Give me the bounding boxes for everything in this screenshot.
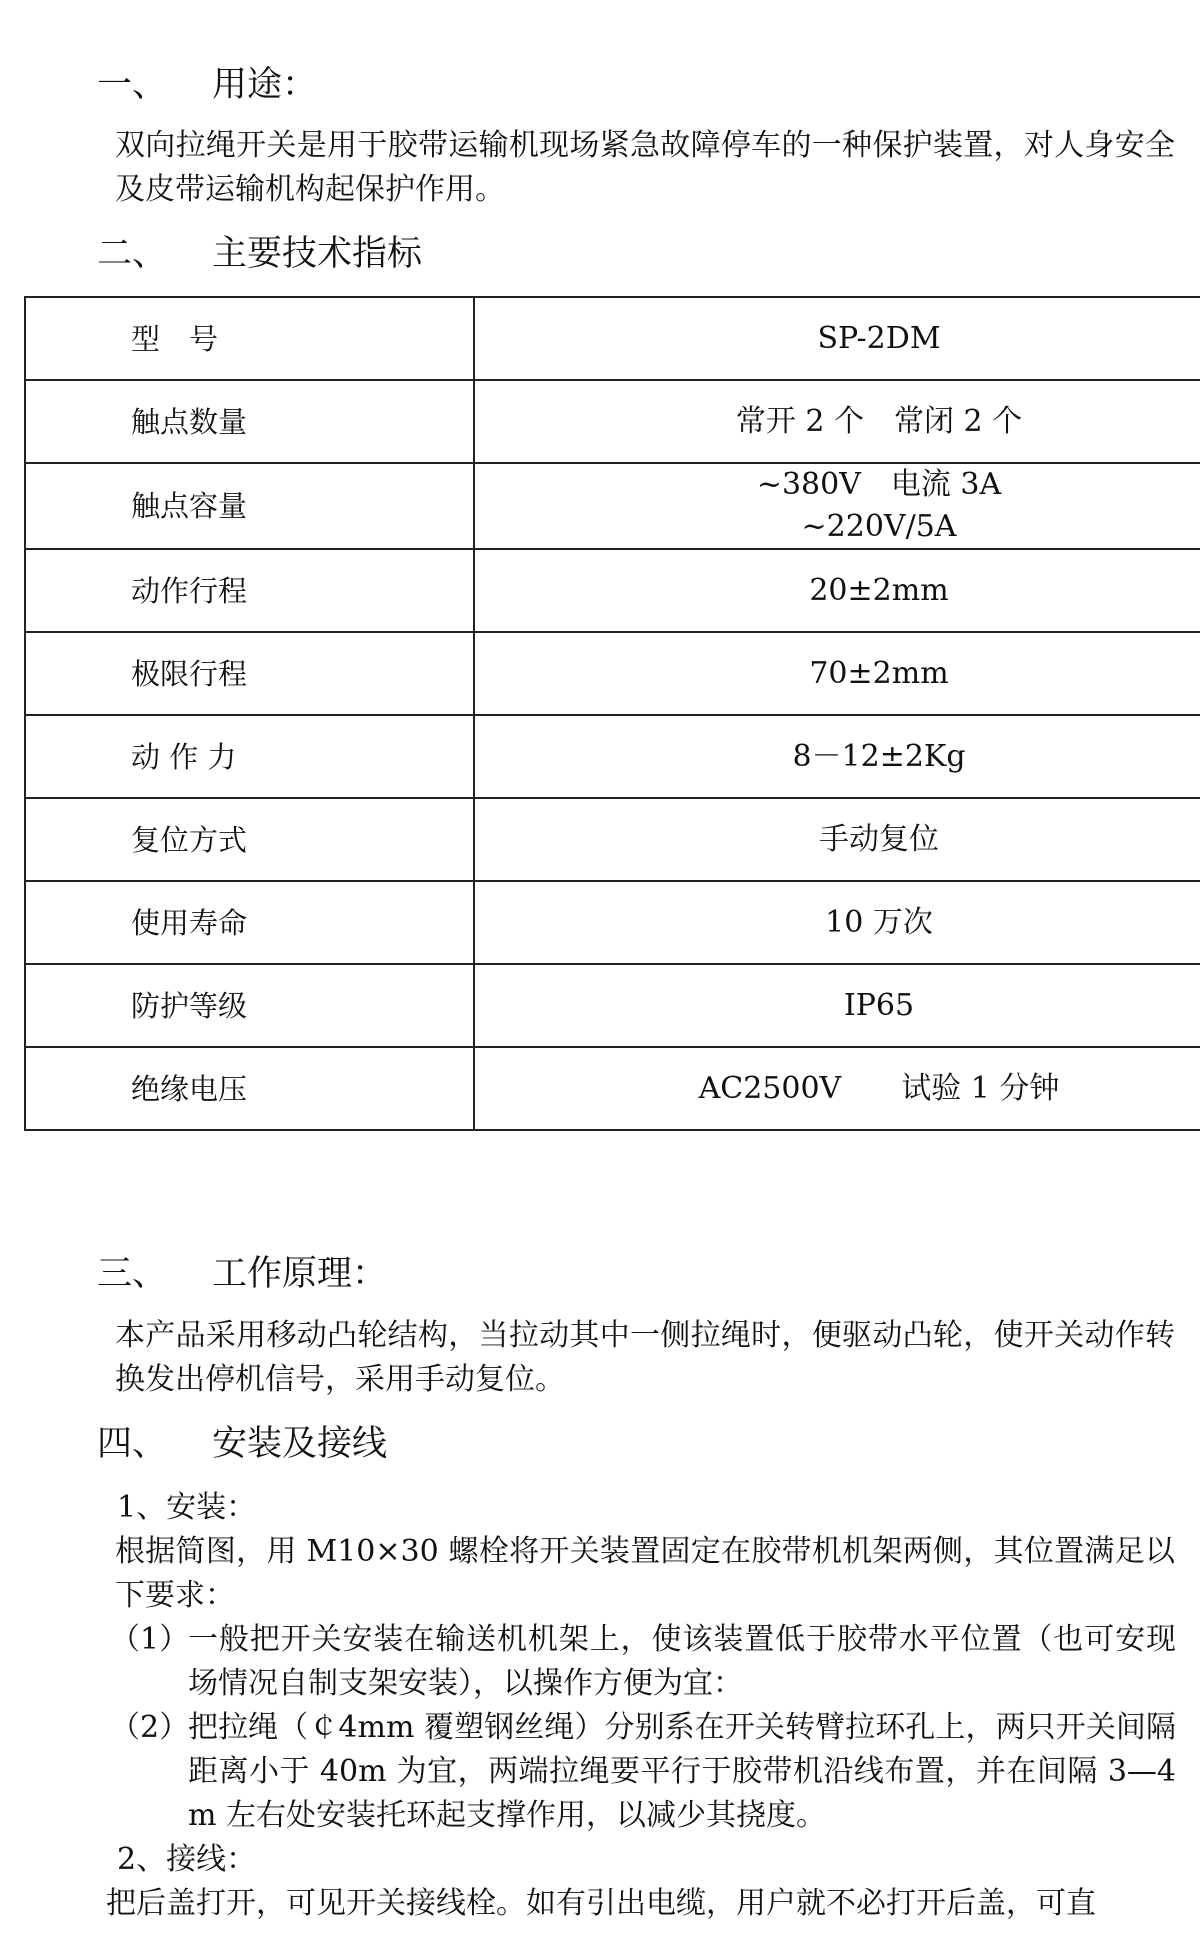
spec-value-line: ~220V/5A [801, 509, 957, 544]
section-title: 用途： [212, 65, 318, 105]
table-row [25, 715, 1200, 798]
section-heading-principle [97, 1252, 387, 1296]
table-row [25, 1047, 1200, 1130]
spec-value: 10 万次 [474, 881, 1200, 964]
spec-value: 8－12±2Kg [474, 715, 1200, 798]
usage-paragraph: 双向拉绳开关是用于胶带运输机现场紧急故障停车的一种保护装置，对人身安全及皮带运输机构起保护作用。 [115, 128, 1175, 207]
list-item [110, 1618, 1176, 1706]
spec-name-text: 动 作 力 [131, 739, 237, 774]
list-item-text: 一般把开关安装在输送机机架上，使该装置低于胶带水平位置（也可安现场情况自制支架安装），以操作方便为宜： [188, 1622, 1176, 1701]
spec-value [474, 463, 1200, 549]
table-row [25, 549, 1200, 632]
spec-name: 触点数量 [25, 380, 474, 463]
spec-value-text: 常开 2 个 常闭 2 个 [735, 403, 1023, 439]
section-title: 工作原理： [212, 1254, 388, 1294]
list-item-marker: （2） [110, 1710, 190, 1745]
install-subheading: 1、安装： [117, 1490, 257, 1525]
spec-value [474, 380, 1200, 463]
spec-name: 触点容量 [25, 463, 474, 549]
spec-value: 手动复位 [474, 798, 1200, 881]
wiring-paragraph: 把后盖打开，可见开关接线栓。如有引出电缆，用户就不必打开后盖，可直 [106, 1886, 1096, 1921]
section-number: 三、 [97, 1254, 168, 1294]
wiring-subheading: 2、接线： [117, 1842, 257, 1877]
section-number: 二、 [97, 234, 168, 274]
table-row [25, 632, 1200, 715]
section-title: 主要技术指标 [212, 234, 423, 274]
table-row [25, 463, 1200, 549]
table-row [25, 798, 1200, 881]
table-row [25, 881, 1200, 964]
spec-name [25, 297, 474, 380]
table-row [25, 297, 1200, 380]
list-item-marker: （1） [110, 1622, 190, 1657]
section-heading-install [97, 1422, 387, 1466]
spec-value: IP65 [474, 964, 1200, 1047]
table-row [25, 380, 1200, 463]
spec-value [474, 1047, 1200, 1130]
spec-name: 使用寿命 [25, 881, 474, 964]
section-heading-specs [97, 232, 422, 276]
spec-value-line: ~380V 电流 3A [756, 467, 1002, 502]
spec-name: 防护等级 [25, 964, 474, 1047]
section-number: 四、 [97, 1424, 168, 1464]
table-row [25, 964, 1200, 1047]
spec-name: 绝缘电压 [25, 1047, 474, 1130]
spec-value: 20±2mm [474, 549, 1200, 632]
spec-name: 动作行程 [25, 549, 474, 632]
list-item [110, 1706, 1176, 1838]
spec-name-text: 型 号 [131, 321, 219, 356]
principle-paragraph: 本产品采用移动凸轮结构，当拉动其中一侧拉绳时，便驱动凸轮，使开关动作转换发出停机信号，采用手动复位。 [115, 1318, 1175, 1397]
spec-value-text: AC2500V 试验 1 分钟 [698, 1070, 1060, 1106]
spec-name [25, 715, 474, 798]
section-heading-usage [97, 63, 317, 107]
spec-value: SP-2DM [474, 297, 1200, 380]
install-paragraph: 根据简图，用 M10×30 螺栓将开关装置固定在胶带机机架两侧，其位置满足以下要求： [115, 1534, 1175, 1613]
spec-name: 复位方式 [25, 798, 474, 881]
list-item-text: 把拉绳（￠4mm 覆塑钢丝绳）分别系在开关转臂拉环孔上，两只开关间隔距离小于 40m 为宜，两端拉绳要平行于胶带机沿线布置，并在间隔 3—4m 左右处安装托环起支撑作用，以减少其挠度。 [188, 1710, 1176, 1833]
spec-value: 70±2mm [474, 632, 1200, 715]
section-title: 安装及接线 [212, 1424, 388, 1464]
spec-name: 极限行程 [25, 632, 474, 715]
spec-table [24, 296, 1200, 1131]
section-number: 一、 [97, 65, 168, 105]
